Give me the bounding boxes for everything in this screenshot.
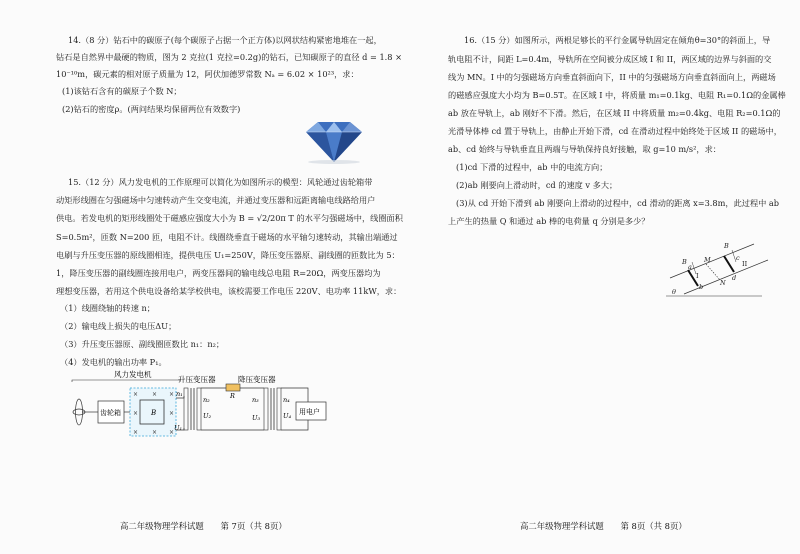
svg-text:×: × (169, 429, 175, 436)
svg-text:×: × (133, 410, 139, 417)
footer-left: 高二年级物理学科试题 第 7页（共 8页） (120, 521, 287, 531)
generator-label: 风力发电机 (114, 370, 152, 379)
q16-sub3b: 上产生的热量 Q 和通过 ab 棒的电荷量 q 分别是多少？ (448, 216, 650, 226)
step-up-label: 升压变压器 (178, 375, 216, 384)
svg-text:×: × (133, 391, 139, 398)
wind-turbine-icon (73, 399, 98, 425)
svg-text:U₄: U₄ (283, 412, 292, 420)
q15-line4: S=0.5m²，匝数 N=200 匝，电阻不计。线圈绕垂直于磁场的水平轴匀速转动，其输出端通过 (56, 232, 398, 242)
svg-text:U₂: U₂ (203, 412, 212, 420)
field-b-label: B (151, 409, 157, 417)
svg-text:R: R (230, 392, 235, 400)
q15-line2: 动矩形线圈在匀强磁场中匀速转动产生交变电流，并通过变压器和远距离输电线路给用户 (56, 195, 376, 205)
svg-text:I: I (696, 272, 699, 280)
q15-sub3: （3）升压变压器原、副线圈匝数比 n₁：n₂； (60, 339, 225, 349)
power-transmission-diagram (68, 368, 348, 450)
svg-text:×: × (152, 429, 158, 436)
q15-line7: 理想变压器，若用这个供电设备给某学校供电，该校需要工作电压 220V、电功率 11kW，求： (56, 286, 402, 296)
step-up-transformer (174, 388, 211, 432)
svg-text:n₁: n₁ (176, 390, 183, 398)
svg-text:×: × (169, 410, 175, 417)
svg-text:×: × (152, 391, 158, 398)
q14-sub1: (1)该钻石含有的碳原子个数 N； (62, 86, 182, 96)
q16-sub1: (1)cd 下滑的过程中，ab 中的电流方向； (456, 162, 608, 172)
line-resistor (226, 384, 240, 391)
q15-line6: 1，降压变压器的副线圈连接用电户，两变压器间的输电线总电阻 R=20Ω，两变压器均为 (56, 268, 381, 278)
gearbox-label: 齿轮箱 (100, 409, 121, 417)
q14-line1: 14.（8 分）钻石中的碳原子(每个碳原子占据一个正方体)以网状结构紧密地堆在一起， (68, 35, 382, 45)
q15-line3: 供电。若发电机的矩形线圈处于磁感应强度大小为 B = √2/20π T 的水平匀强磁场中，线圈面积 (56, 213, 403, 223)
svg-text:b: b (699, 283, 704, 291)
q16-line3: 线为 MN。I 中的匀强磁场方向垂直斜面向下，II 中的匀强磁场方向垂直斜面向上，两磁场 (448, 72, 776, 82)
svg-text:N: N (720, 279, 726, 287)
svg-text:n₄: n₄ (283, 396, 290, 404)
incline-rails-diagram (662, 238, 772, 300)
svg-text:d: d (732, 274, 737, 282)
diamond-image (300, 118, 368, 164)
q16-line5: ab 放在导轨上，ab 刚好不下滑。然后，在区域 II 中将质量 m₂=0.4kg、电阻 R₂=0.1Ω的 (448, 108, 781, 118)
user-label: 用电户 (299, 408, 320, 416)
svg-text:B: B (724, 242, 729, 250)
svg-text:×: × (133, 429, 139, 436)
q16-line1: 16.（15 分）如图所示，两根足够长的平行金属导轨固定在倾角θ=30°的斜面上，导 (464, 35, 771, 45)
q14-line3: 10⁻¹⁰m，碳元素的相对原子质量为 12，阿伏加德罗常数 Nₐ = 6.02 × 10²³，求： (56, 69, 359, 79)
svg-text:B: B (682, 258, 687, 266)
q15-line1: 15.（12 分）风力发电机的工作原理可以简化为如图所示的模型：风轮通过齿轮箱带 (68, 177, 373, 187)
svg-text:II: II (742, 260, 748, 268)
q16-line2: 轨电阻不计，间距 L=0.4m，导轨所在空间被分成区域 I 和 II，两区域的边界与斜面的交 (448, 54, 772, 64)
svg-text:U₁: U₁ (174, 424, 183, 432)
q14-sub2: (2)钻石的密度ρ。(两问结果均保留两位有效数字) (62, 104, 241, 114)
svg-text:θ: θ (672, 288, 676, 296)
q16-sub3: (3)从 cd 开始下滑到 ab 刚要向上滑动的过程中，cd 滑动的距离 x=3.8m，此过程中 ab (456, 198, 780, 208)
q15-sub1: （1）线圈绕轴的转速 n； (60, 303, 155, 313)
footer-right: 高二年级物理学科试题 第 8页（共 8页） (520, 521, 687, 531)
svg-text:U₃: U₃ (252, 414, 261, 422)
q16-line6: 光滑导体棒 cd 置于导轨上，由静止开始下滑，cd 在滑动过程中始终处于区域 II 的磁场中， (448, 126, 782, 136)
page-right (400, 0, 800, 554)
svg-text:n₃: n₃ (252, 396, 259, 404)
svg-text:c: c (736, 254, 740, 262)
svg-text:×: × (169, 391, 175, 398)
q16-line4: 的磁感应强度大小均为 B=0.5T。在区域 I 中，将质量 m₁=0.1kg、电阻 R₁=0.1Ω的金属棒 (448, 90, 786, 100)
q15-sub4: （4）发电机的输出功率 P₁。 (60, 357, 167, 367)
step-down-label: 降压变压器 (238, 375, 276, 384)
q15-sub2: （2）输电线上损失的电压ΔU； (60, 321, 177, 331)
svg-text:n₂: n₂ (203, 396, 210, 404)
svg-text:M: M (704, 256, 711, 264)
step-down-transformer (252, 388, 291, 430)
q14-line2: 钻石是自然界中最硬的物质，图为 2 克拉(1 克拉=0.2g)的钻石，已知碳原子的直径 d = 1.8 × (56, 52, 402, 62)
q16-sub2: (2)ab 刚要向上滑动时，cd 的速度 v 多大； (456, 180, 618, 190)
q15-line5: 电刷与升压变压器的原线圈相连，提供电压 U₁=250V，降压变压器原、副线圈的匝数比为 5： (56, 250, 400, 260)
q16-line7: ab、cd 始终与导轨垂直且两端与导轨保持良好接触，取 g=10 m/s²，求： (448, 144, 721, 154)
svg-text:a: a (688, 263, 692, 271)
